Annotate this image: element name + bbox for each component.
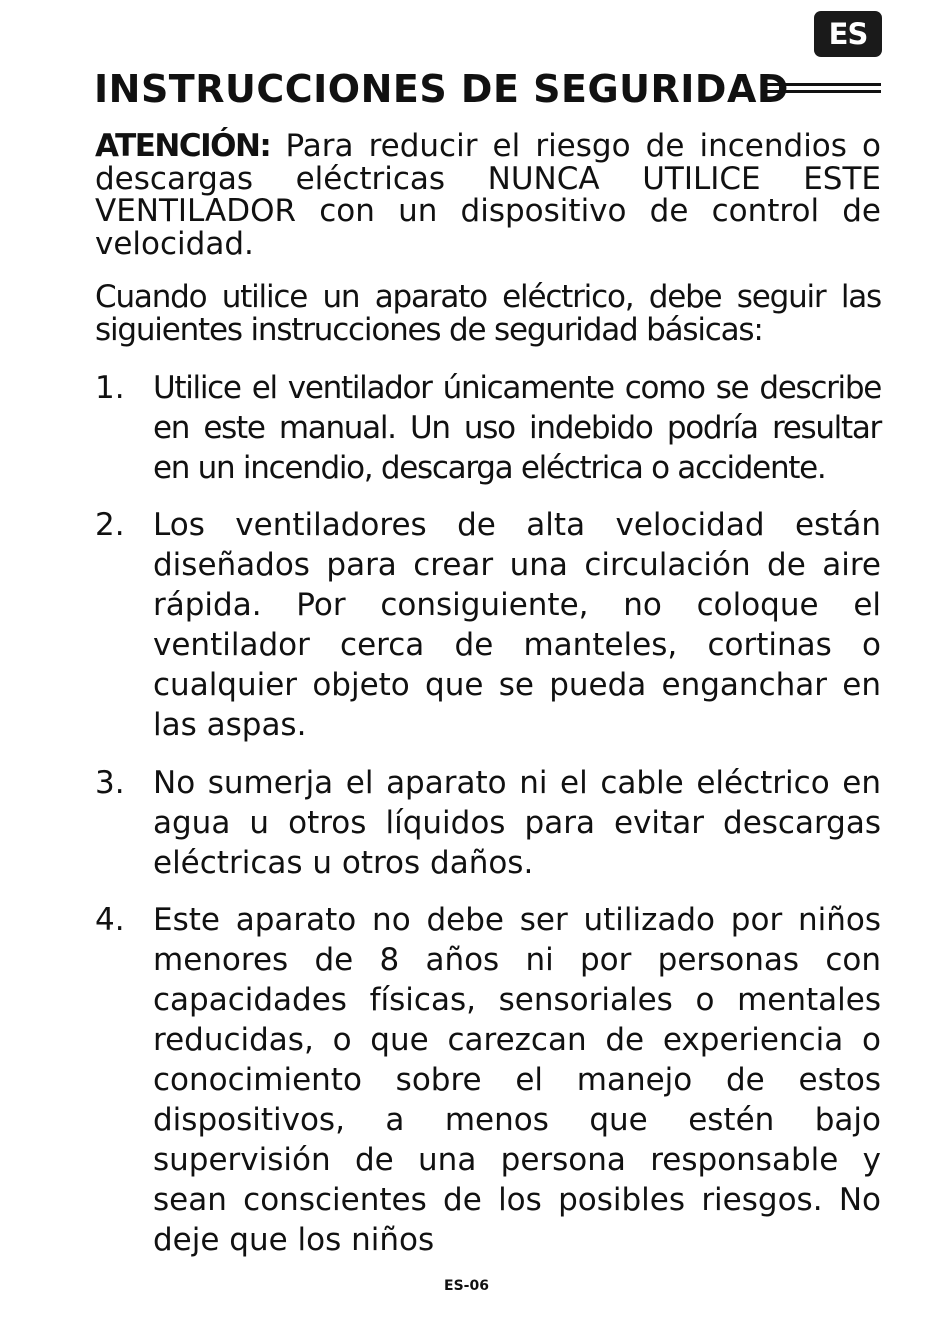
list-item-text: Este aparato no debe ser utilizado por niños menores de 8 años ni por personas con capacidades físicas, sensoriales o mentales reducidas, o que carezcan de experiencia o conocimiento sobre el manejo de estos dispositivos, a menos que estén bajo supervisión de una persona responsable y sean conscientes de los posibles riesgos. No deje que los niños xyxy=(153,902,881,1258)
list-item xyxy=(95,900,881,1260)
warning-text: Para reducir el riesgo de incendios o descargas eléctricas NUNCA UTILICE ESTE VENTILADOR con un dispositivo de control de velocidad. xyxy=(95,128,881,262)
intro-text: Cuando utilice un aparato eléctrico, debe seguir las siguientes instrucciones de seguridad básicas: xyxy=(95,279,881,348)
warning-paragraph xyxy=(95,130,881,260)
list-item xyxy=(95,763,881,883)
list-item-number: 3. xyxy=(95,765,125,801)
page-number: ES-06 xyxy=(444,1278,489,1294)
list-item xyxy=(95,505,881,745)
list-item-text: No sumerja el aparato ni el cable eléctrico en agua u otros líquidos para evitar descargas eléctricas u otros daños. xyxy=(153,765,881,881)
language-tab: ES xyxy=(814,11,882,57)
intro-paragraph xyxy=(95,281,881,346)
title-double-rule xyxy=(763,83,881,93)
list-item-number: 2. xyxy=(95,507,125,543)
list-item xyxy=(95,368,881,488)
warning-label: ATENCIÓN: xyxy=(95,128,271,164)
list-item-number: 4. xyxy=(95,902,125,938)
page-title: INSTRUCCIONES DE SEGURIDAD xyxy=(94,67,789,111)
list-item-number: 1. xyxy=(95,370,125,406)
list-item-text: Los ventiladores de alta velocidad están diseñados para crear una circulación de aire rápida. Por consiguiente, no coloque el ventilador cerca de manteles, cortinas o cualquier objeto que se pueda enganchar en las aspas. xyxy=(153,507,881,743)
list-item-text: Utilice el ventilador únicamente como se describe en este manual. Un uso indebido podría resultar en un incendio, descarga eléctrica o accidente. xyxy=(153,370,881,486)
